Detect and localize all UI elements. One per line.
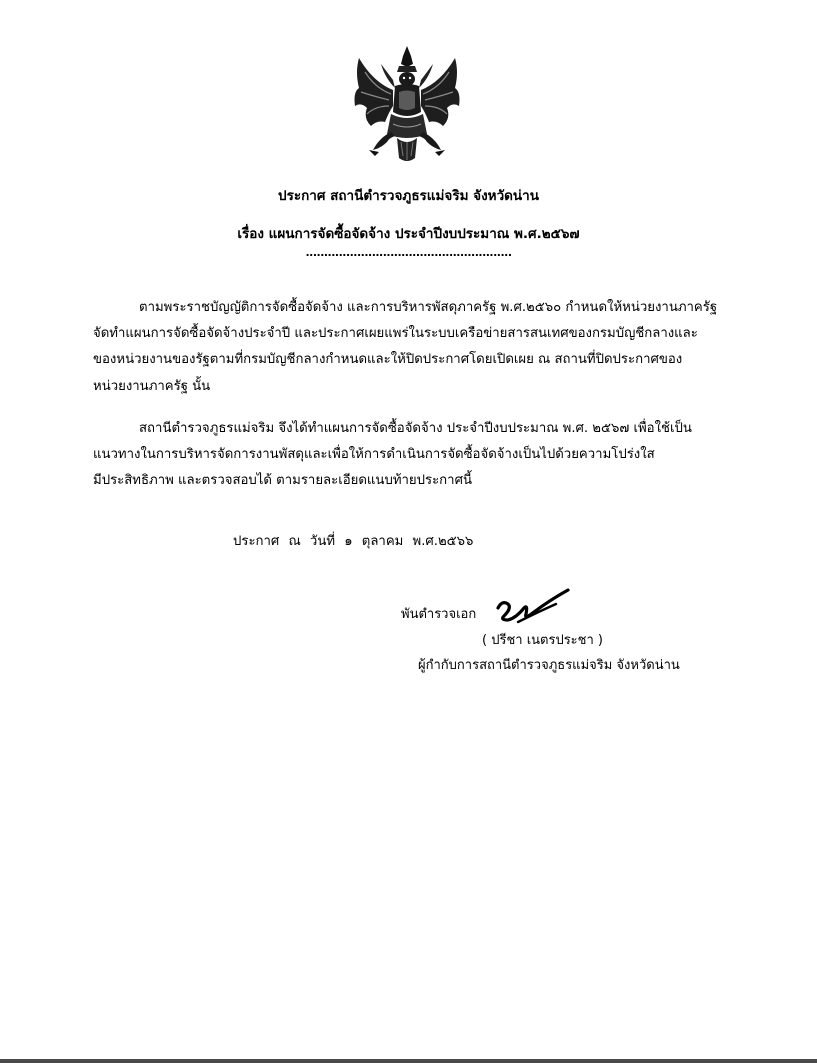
paragraph-2-line: สถานีตำรวจภูธรแม่จริม จึงได้ทำแผนการจัดซื้อจัดจ้าง ประจำปีงบประมาณ พ.ศ. ๒๕๖๗ เพื่อใช้เป็น — [139, 421, 692, 436]
signer-name: ( ปรีชา เนตรประชา ) — [482, 633, 603, 648]
handwritten-signature-icon — [494, 586, 572, 626]
separator-dots: ........................................................ — [305, 246, 512, 259]
paragraph-1-line: ของหน่วยงานของรัฐตามที่กรมบัญชีกลางกำหนดและให้ปิดประกาศโดยเปิดเผย ณ สถานที่ปิดประกาศของ — [93, 352, 683, 368]
announcement-date: ประกาศ ณ วันที่ ๑ ตุลาคม พ.ศ.๒๕๖๖ — [233, 534, 474, 549]
paragraph-1-line: จัดทำแผนการจัดซื้อจัดจ้างประจำปี และประกาศเผยแพร่ในระบบเครือข่ายสารสนเทศของกรมบัญชีกลางและ — [93, 326, 698, 342]
paragraph-1-line: ตามพระราชบัญญัติการจัดซื้อจัดจ้าง และการบริหารพัสดุภาครัฐ พ.ศ.๒๕๖๐ กำหนดให้หน่วยงานภาครัฐ — [139, 300, 718, 315]
paragraph-2-line: มีประสิทธิภาพ และตรวจสอบได้ ตามรายละเอียดแนบท้ายประกาศนี้ — [93, 473, 472, 489]
paragraph-1 — [93, 295, 719, 400]
page-bottom-border — [0, 1059, 817, 1063]
garuda-emblem-icon — [345, 42, 469, 166]
announcement-title: ประกาศ สถานีตำรวจภูธรแม่จริม จังหวัดน่าน — [278, 188, 539, 204]
paragraph-2 — [93, 416, 719, 495]
announcement-subject: เรื่อง แผนการจัดซื้อจัดจ้าง ประจำปีงบประมาณ พ.ศ.๒๕๖๗ — [237, 226, 580, 242]
paragraph-2-line: แนวทางในการบริหารจัดการงานพัสดุและเพื่อให้การดำเนินการจัดซื้อจัดจ้างเป็นไปด้วยความโปร่งใส — [93, 447, 655, 463]
signer-position: ผู้กำกับการสถานีตำรวจภูธรแม่จริม จังหวัดน่าน — [418, 658, 680, 673]
paragraph-1-line: หน่วยงานภาครัฐ นั้น — [93, 378, 211, 394]
signer-rank: พันตำรวจเอก — [401, 607, 477, 622]
